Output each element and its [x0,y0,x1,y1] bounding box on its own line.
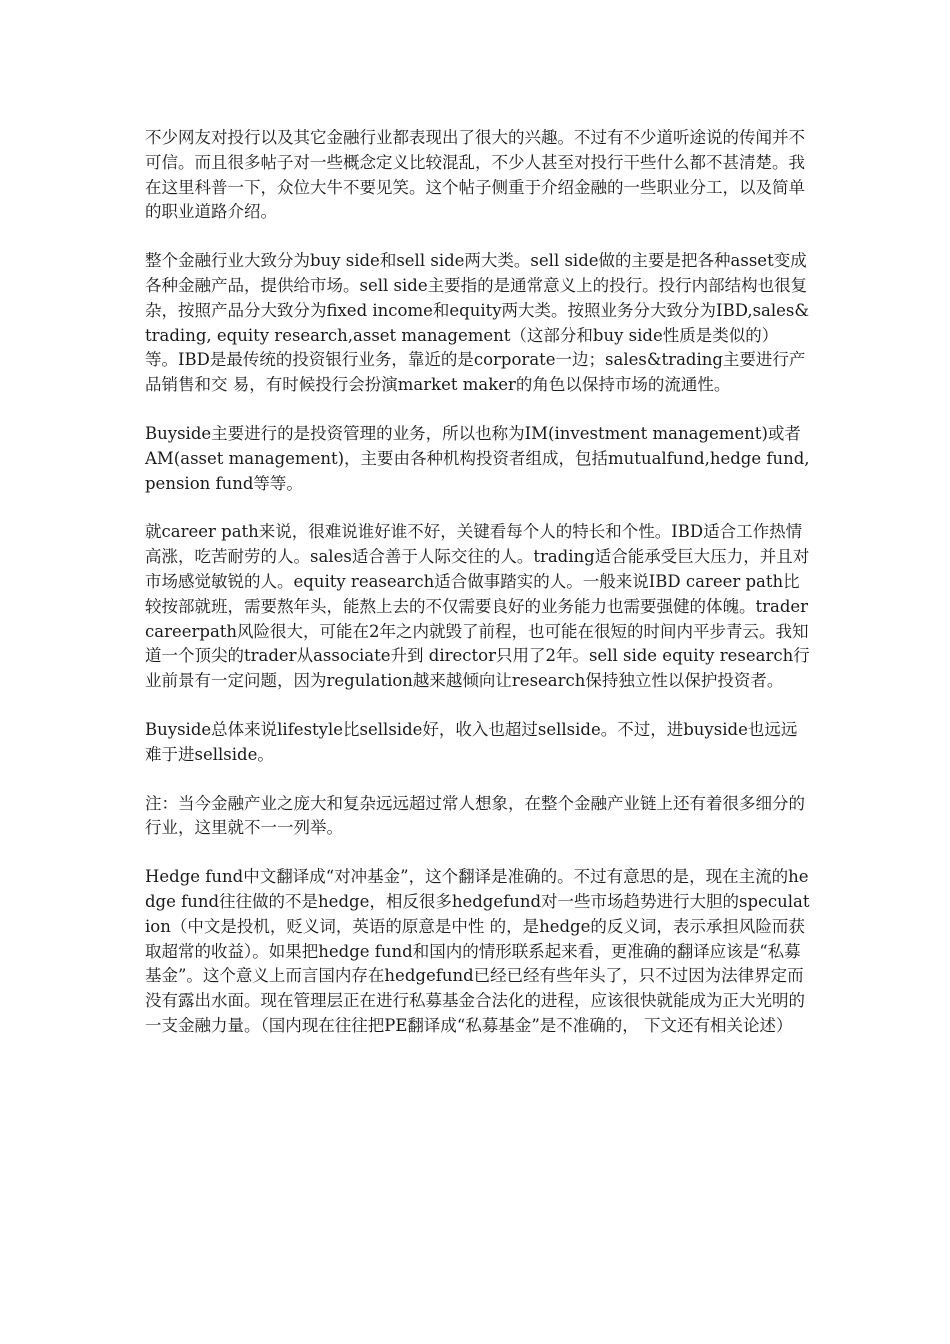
paragraph-intro: 不少网友对投行以及其它金融行业都表现出了很大的兴趣。不过有不少道听途说的传闻并不可信。而且很多帖子对一些概念定义比较混乱，不少人甚至对投行干些什么都不甚清楚。我在这里科普一下，众位大牛不要见笑。这个帖子侧重于介绍金融的一些职业分工，以及简单的职业道路介绍。 [145,128,805,222]
paragraph-lifestyle: Buyside总体来说lifestyle比sellside好，收入也超过sellside。不过，进buyside也远远难于进sellside。 [145,719,798,764]
paragraph-hedge-fund: Hedge fund中文翻译成“对冲基金”，这个翻译是准确的。不过有意思的是，现在主流的hedge fund往往做的不是hedge，相反很多hedgefund对一些市场趋势进行大胆的speculation（中文是投机，贬义词，英语的原意是中性 的，是hedge的反义词，表示承担风险而获取超常的收益）。如果把hedge fund和国内的情形联系起来看，更准确的翻译应该是“私募基金”。这个意义上而言国内存在hedgefund已经已经有些年头了，只不过因为法律界定而 没有露出水面。现在管理层正在进行私募基金合法化的进程，应该很快就能成为正大光明的一支金融力量。（国内现在往往把PE翻译成“私募基金”是不准确的， 下文还有相关论述） [145,867,810,1035]
paragraph-career-path: 就career path来说，很难说谁好谁不好，关键看每个人的特长和个性。IBD适合工作热情高涨，吃苦耐劳的人。sales适合善于人际交往的人。trading适合能承受巨大压力，并且对市场感觉敏锐的人。equity reasearch适合做事踏实的人。一般来说IBD career path比较按部就班，需要熬年头，能熬上去的不仅需要良好的业务能力也需要强健的体魄。trader careerpath风险很大，可能在2年之内就毁了前程，也可能在很短的时间内平步青云。我知道一个顶尖的trader从associate升到 director只用了2年。sell side equity research行业前景有一定问题，因为regulation越来越倾向让research保持独立性以保护投资者。 [145,522,810,691]
paragraph-note: 注：当今金融产业之庞大和复杂远远超过常人想象，在整个金融产业链上还有着很多细分的行业，这里就不一一列举。 [145,793,805,838]
paragraph-buyside: Buyside主要进行的是投资管理的业务，所以也称为IM(investment management)或者AM(asset management)，主要由各种机构投资者组成，包括mutualfund,hedge fund,pension fund等等。 [145,423,810,493]
article-body [145,126,810,1039]
paragraph-buy-sell-side: 整个金融行业大致分为buy side和sell side两大类。sell side做的主要是把各种asset变成各种金融产品，提供给市场。sell side主要指的是通常意义上的投行。投行内部结构也很复杂，按照产品分大致分为fixed income和equity两大类。按照业务分大致分为IBD,sales&trading, equity research,asset management（这部分和buy side性质是类似的）等。IBD是最传统的投资银行业务，靠近的是corporate一边；sales&trading主要进行产品销售和交 易，有时候投行会扮演market maker的角色以保持市场的流通性。 [145,251,810,395]
